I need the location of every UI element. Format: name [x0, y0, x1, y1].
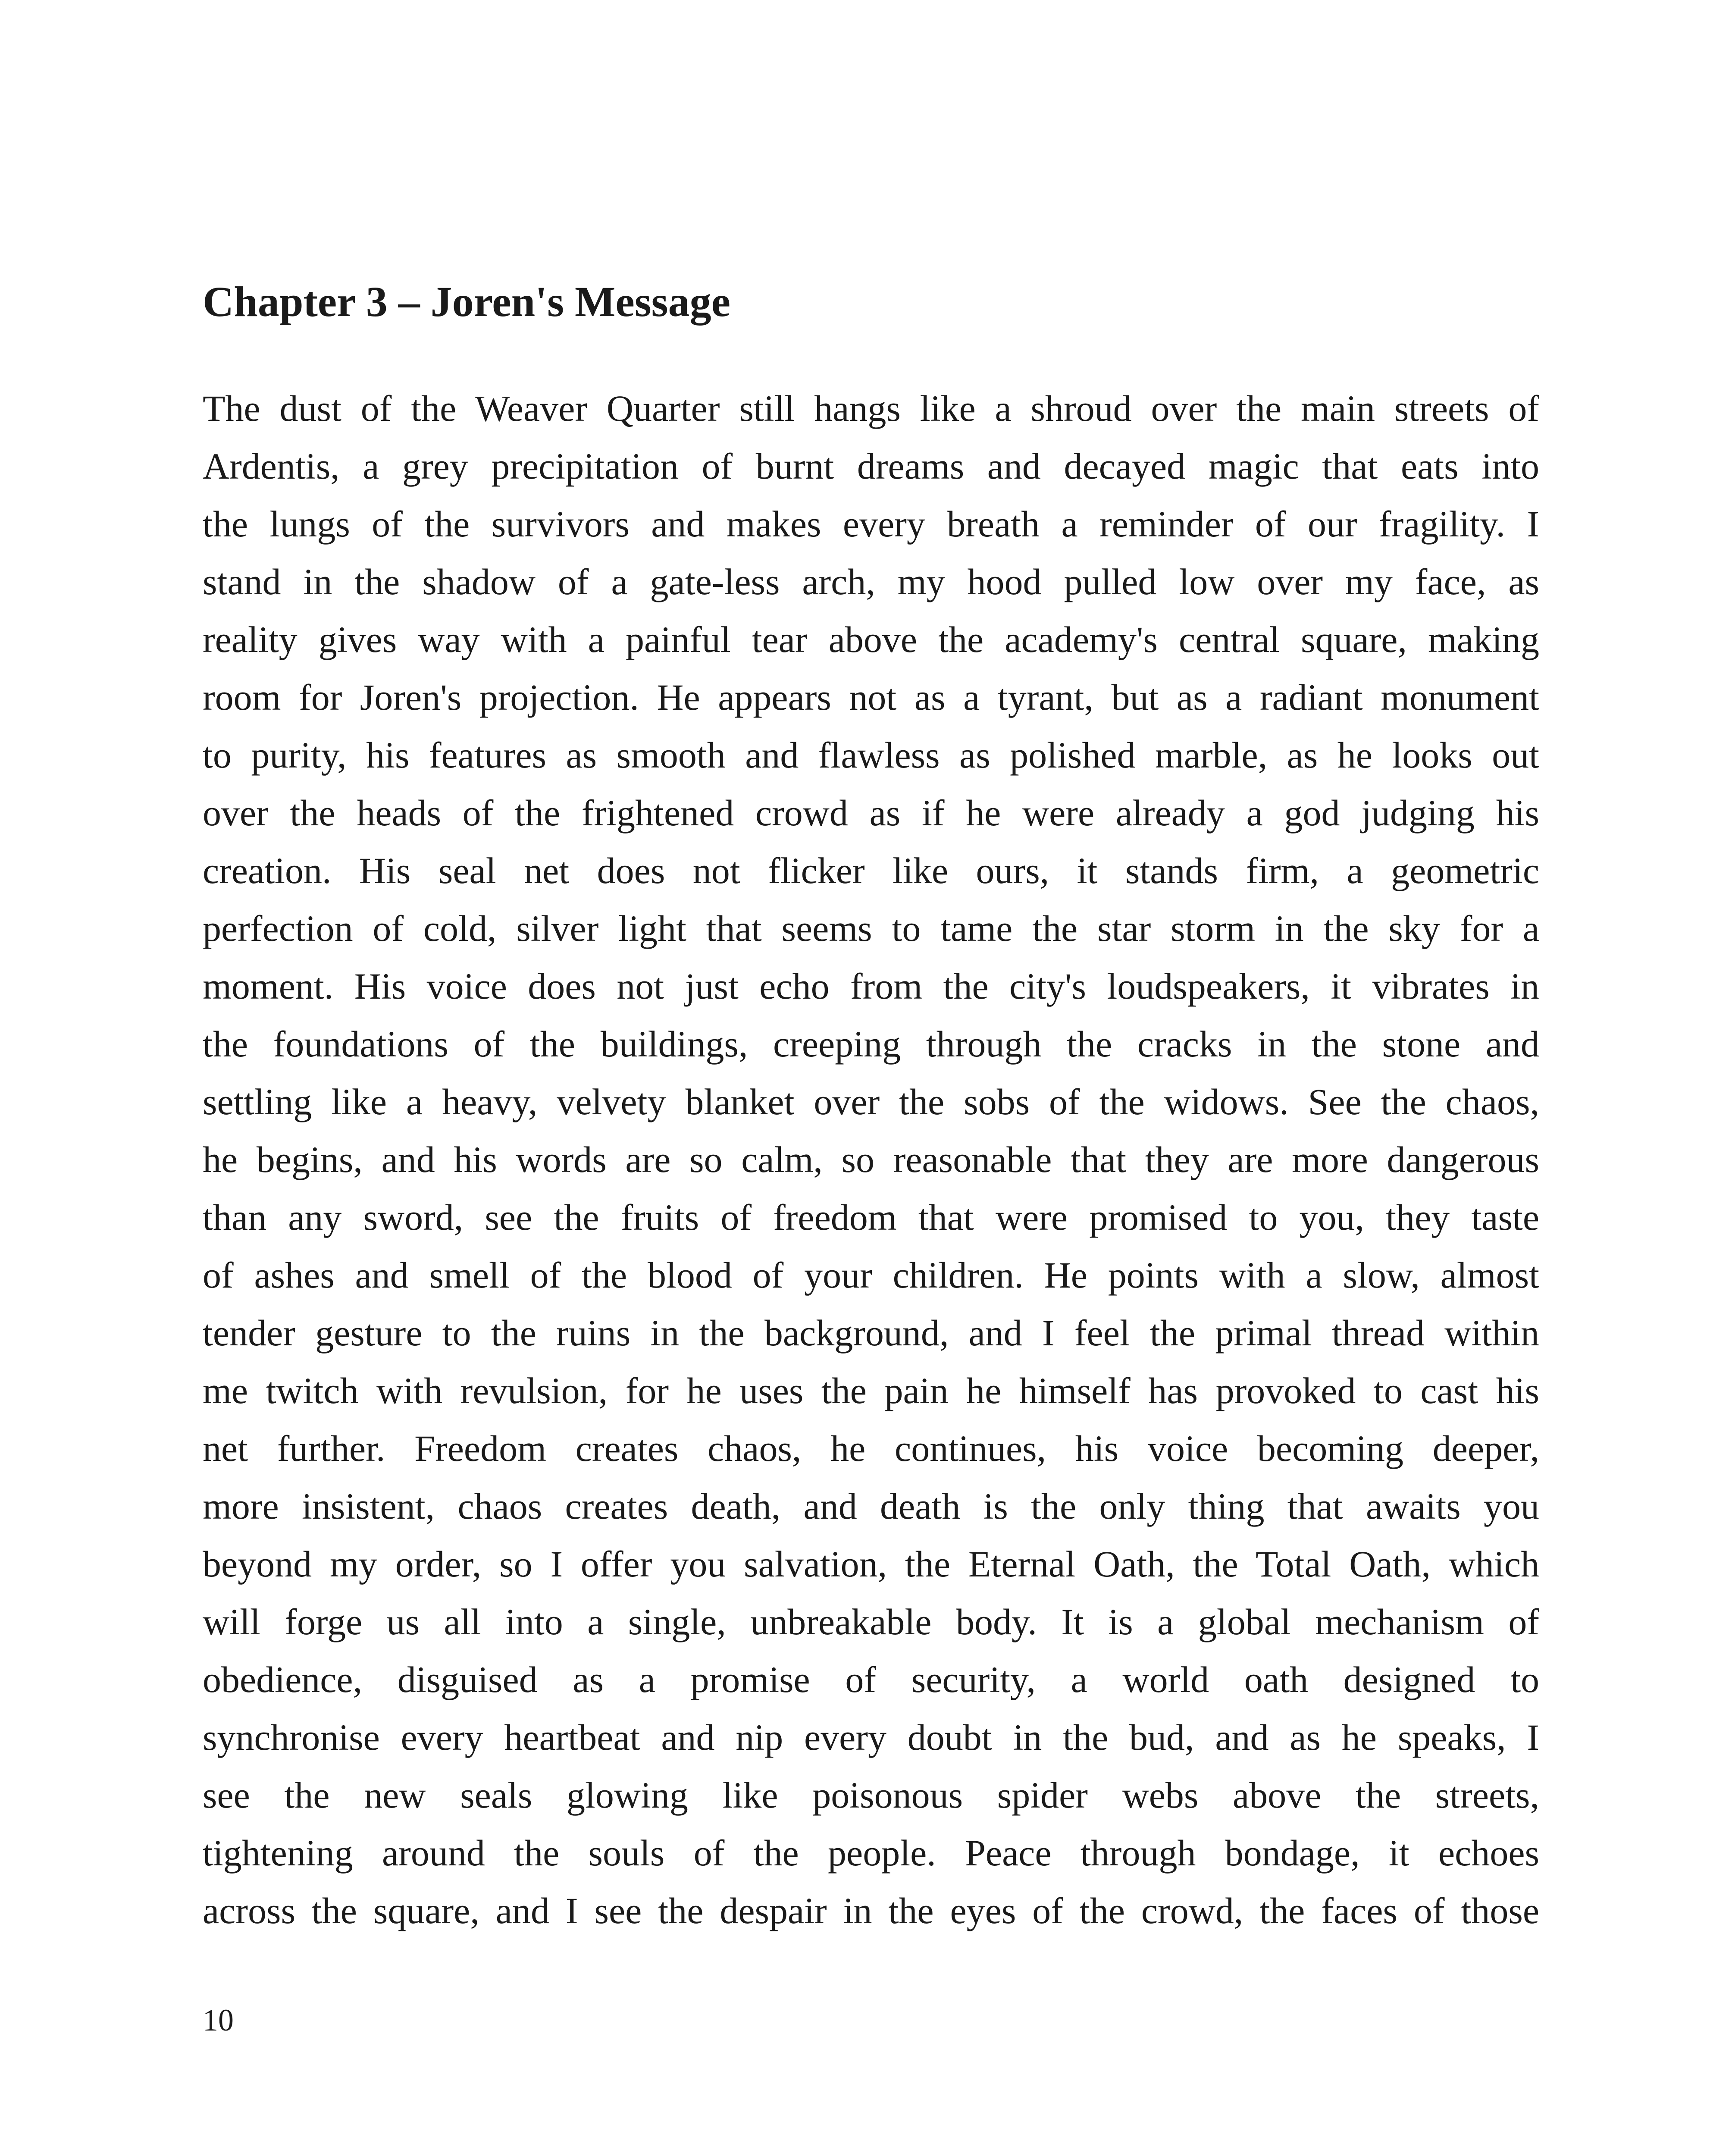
text-line: over the heads of the frightened crowd as if he were already a god judging his [203, 792, 1539, 834]
text-line: across the square, and I see the despair in the eyes of the crowd, the faces of those [203, 1890, 1539, 1931]
text-line: room for Joren's projection. He appears not as a tyrant, but as a radiant monument [203, 677, 1539, 718]
page-number: 10 [203, 2003, 234, 2037]
text-line: reality gives way with a painful tear above the academy's central square, making [203, 619, 1539, 660]
text-line: me twitch with revulsion, for he uses the pain he himself has provoked to cast his [203, 1370, 1539, 1411]
text-line: more insistent, chaos creates death, and death is the only thing that awaits you [203, 1485, 1539, 1527]
text-line: moment. His voice does not just echo from the city's loudspeakers, it vibrates in [203, 965, 1539, 1007]
text-line: settling like a heavy, velvety blanket over the sobs of the widows. See the chaos, [203, 1081, 1539, 1122]
text-line: synchronise every heartbeat and nip every doubt in the bud, and as he speaks, I [203, 1717, 1539, 1758]
text-line: the lungs of the survivors and makes every breath a reminder of our fragility. I [203, 503, 1539, 545]
text-line: stand in the shadow of a gate-less arch, my hood pulled low over my face, as [203, 561, 1539, 602]
text-line: beyond my order, so I offer you salvation, the Eternal Oath, the Total Oath, which [203, 1543, 1539, 1585]
text-line: obedience, disguised as a promise of security, a world oath designed to [203, 1659, 1539, 1700]
text-line: Ardentis, a grey precipitation of burnt dreams and decayed magic that eats into [203, 445, 1539, 487]
text-line: see the new seals glowing like poisonous spider webs above the streets, [203, 1774, 1539, 1816]
chapter-body [203, 379, 1539, 1940]
text-line: the foundations of the buildings, creeping through the cracks in the stone and [203, 1023, 1539, 1065]
chapter-title: Chapter 3 – Joren's Message [203, 278, 730, 326]
text-line: to purity, his features as smooth and flawless as polished marble, as he looks out [203, 734, 1539, 776]
text-line: creation. His seal net does not flicker like ours, it stands firm, a geometric [203, 850, 1539, 891]
text-line: of ashes and smell of the blood of your children. He points with a slow, almost [203, 1254, 1539, 1296]
text-line: The dust of the Weaver Quarter still hangs like a shroud over the main streets of [203, 388, 1539, 429]
text-line: net further. Freedom creates chaos, he continues, his voice becoming deeper, [203, 1428, 1539, 1469]
text-line: he begins, and his words are so calm, so reasonable that they are more dangerous [203, 1139, 1539, 1180]
text-line: tender gesture to the ruins in the background, and I feel the primal thread within [203, 1312, 1539, 1354]
text-line: will forge us all into a single, unbreakable body. It is a global mechanism of [203, 1601, 1539, 1642]
text-line: perfection of cold, silver light that seems to tame the star storm in the sky for a [203, 908, 1539, 949]
text-line: than any sword, see the fruits of freedom that were promised to you, they taste [203, 1197, 1539, 1238]
text-line: tightening around the souls of the people. Peace through bondage, it echoes [203, 1832, 1539, 1874]
